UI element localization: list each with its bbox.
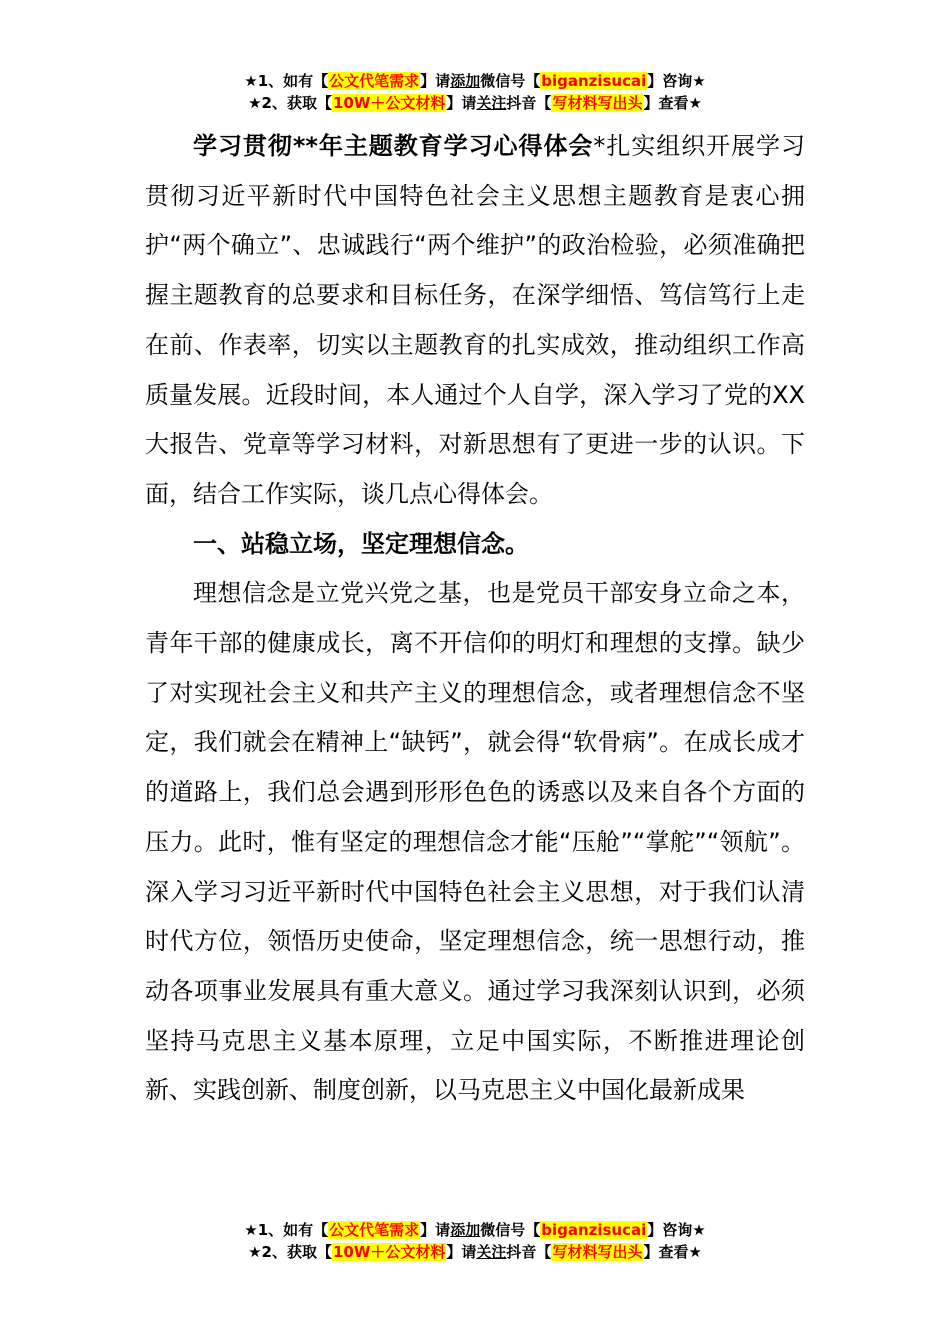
banner-text: ★2、获取【 (248, 94, 332, 112)
banner-line-2 (0, 1241, 950, 1263)
banner-underline: 添加 (450, 1221, 481, 1239)
banner-underline: 添加 (450, 72, 481, 90)
banner-text: ★1、如有【 (244, 72, 329, 90)
banner-underline: 关注 (476, 94, 507, 112)
banner-highlight: 写材料写出头 (552, 1243, 643, 1261)
document-body (145, 122, 805, 1116)
banner-highlight: biganzisucai (541, 72, 647, 90)
intro-text: *扎实组织开展学习贯彻习近平新时代中国特色社会主义思想主题教育是衷心拥护“两个确立”、忠诚践行“两个维护”的政治检验，必须准确把握主题教育的总要求和目标任务，在深学细悟、笃信笃行上走在前、作表率，切实以主题教育的扎实成效，推动组织工作高质量发展。近段时间，本人通过个人自学，深入学习了党的XX大报告、党章等学习材料，对新思想有了更进一步的认识。下面，结合工作实际，谈几点心得体会。 (145, 132, 806, 508)
banner-highlight: 10W＋公文材料 (332, 94, 446, 112)
intro-paragraph (145, 122, 805, 520)
banner-line-1 (0, 1219, 950, 1241)
banner-text: 】查看★ (643, 94, 702, 112)
banner-text: 微信号【 (480, 1221, 541, 1239)
banner-text: 】咨询★ (647, 72, 706, 90)
banner-text: 抖音【 (506, 94, 552, 112)
banner-line-2 (0, 92, 950, 114)
banner-highlight: 写材料写出头 (552, 94, 643, 112)
banner-highlight: 公文代笔需求 (329, 72, 420, 90)
section-paragraph: 理想信念是立党兴党之基，也是党员干部安身立命之本，青年干部的健康成长，离不开信仰的明灯和理想的支撑。缺少了对实现社会主义和共产主义的理想信念，或者理想信念不坚定，我们就会在精神上“缺钙”，就会得“软骨病”。在成长成才的道路上，我们总会遇到形形色色的诱惑以及来自各个方面的压力。此时，惟有坚定的理想信念才能“压舱”“掌舵”“领航”。深入学习习近平新时代中国特色社会主义思想，对于我们认清时代方位，领悟历史使命，坚定理想信念，统一思想行动，推动各项事业发展具有重大意义。通过学习我深刻认识到，必须坚持马克思主义基本原理，立足中国实际，不断推进理论创新、实践创新、制度创新，以马克思主义中国化最新成果 (145, 579, 805, 1105)
footer-banner (0, 1219, 950, 1263)
banner-line-1 (0, 70, 950, 92)
banner-text: ★2、获取【 (248, 1243, 332, 1261)
banner-text: 】请 (420, 1221, 451, 1239)
banner-text: 】请 (446, 94, 477, 112)
banner-text: 】请 (420, 72, 451, 90)
banner-highlight: 公文代笔需求 (329, 1221, 420, 1239)
document-title: 学习贯彻**年主题教育学习心得体会 (193, 132, 594, 160)
banner-text: ★1、如有【 (244, 1221, 329, 1239)
banner-text: 微信号【 (480, 72, 541, 90)
banner-highlight: 10W＋公文材料 (332, 1243, 446, 1261)
banner-text: 抖音【 (506, 1243, 552, 1261)
banner-text: 】查看★ (643, 1243, 702, 1261)
banner-text: 】请 (446, 1243, 477, 1261)
section-heading: 一、站稳立场，坚定理想信念。 (193, 529, 529, 558)
banner-underline: 关注 (476, 1243, 507, 1261)
banner-highlight: biganzisucai (541, 1221, 647, 1239)
header-banner (0, 70, 950, 114)
banner-text: 】咨询★ (647, 1221, 706, 1239)
